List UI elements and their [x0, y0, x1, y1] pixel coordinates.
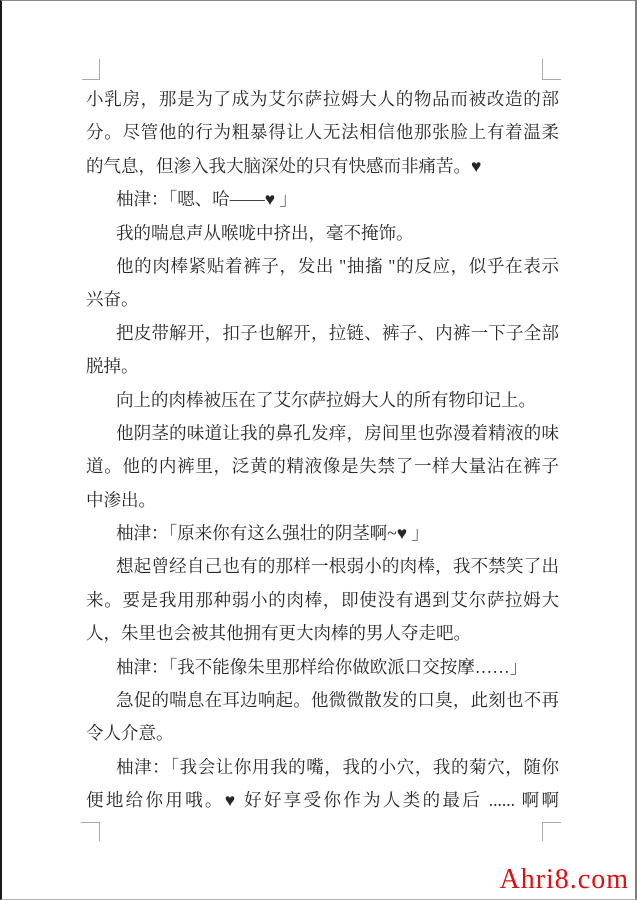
text-line[interactable]: 柚津：「我不能像朱里那样给你做欧派口交按摩……」	[116, 656, 528, 677]
watermark: Ahri8.com	[499, 864, 629, 895]
text-line[interactable]: 把皮带解开，扣子也解开，拉链、裤子、内裤一下子全部	[116, 322, 559, 343]
text-line[interactable]: 中渗出。	[86, 489, 156, 510]
text-line[interactable]: 分。尽管他的行为粗暴得让人无法相信他那张脸上有着温柔	[86, 122, 559, 143]
text-line[interactable]: 的气息，但渗入我大脑深处的只有快感而非痛苦。♥	[86, 155, 482, 176]
text-line[interactable]: 柚津：「原来你有这么强壮的阴茎啊~♥ 」	[116, 523, 429, 544]
text-boundary-mark-top-right	[542, 59, 561, 80]
text-line[interactable]: 兴奋。	[86, 289, 139, 310]
text-boundary-mark-bottom-left	[81, 822, 100, 841]
text-boundary-mark-bottom-right	[542, 822, 561, 841]
text-line[interactable]: 急促的喘息在耳边响起。他微微散发的口臭，此刻也不再	[116, 690, 559, 711]
text-line[interactable]: 脱掉。	[86, 356, 139, 377]
text-line[interactable]: 柚津：「嗯、哈——♥ 」	[116, 189, 298, 210]
text-line[interactable]: 来。要是我用那种弱小的肉棒，即使没有遇到艾尔萨拉姆大	[86, 589, 559, 610]
text-line[interactable]: 令人介意。	[86, 723, 174, 744]
text-line[interactable]: 小乳房，那是为了成为艾尔萨拉姆大人的物品而被改造的部	[86, 89, 559, 109]
text-line[interactable]: 我的喘息声从喉咙中挤出，毫不掩饰。	[116, 222, 414, 243]
text-line[interactable]: 道。他的内裤里，泛黄的精液像是失禁了一样大量沾在裤子	[86, 456, 559, 477]
text-line[interactable]: 他阴茎的味道让我的鼻孔发痒，房间里也弥漫着精液的味	[116, 422, 559, 443]
text-line[interactable]: 柚津：「我会让你用我的嘴，我的小穴，我的菊穴，随你	[116, 756, 559, 777]
text-line[interactable]: 人，朱里也会被其他拥有更大肉棒的男人夺走吧。	[86, 623, 471, 644]
text-line[interactable]: 向上的肉棒被压在了艾尔萨拉姆大人的所有物印记上。	[116, 389, 536, 410]
text-line[interactable]: 他的肉棒紧贴着裤子，发出 "抽搐 "的反应，似乎在表示	[116, 255, 559, 276]
text-line[interactable]: 便地给你用哦。♥ 好好享受你作为人类的最后 ...... 啊啊	[86, 790, 559, 811]
text-line[interactable]: 想起曾经自己也有的那样一根弱小的肉棒，我不禁笑了出	[116, 556, 559, 577]
document-text-area[interactable]	[86, 83, 559, 818]
text-boundary-mark-top-left	[82, 59, 100, 80]
